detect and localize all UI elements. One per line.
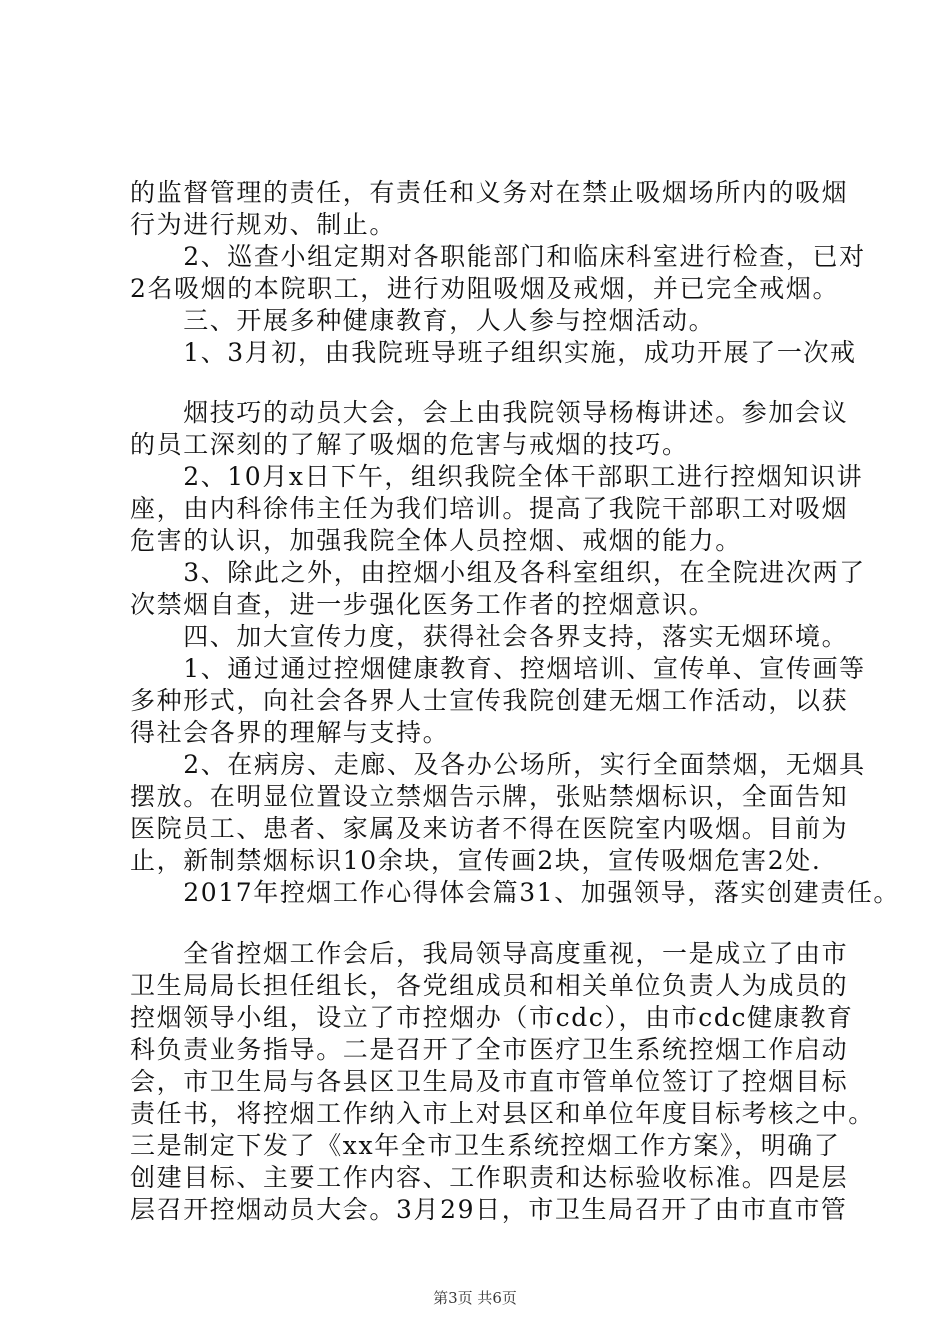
text-line: 2、巡查小组定期对各职能部门和临床科室进行检查，已对 bbox=[130, 242, 866, 271]
text-line: 医院员工、患者、家属及来访者不得在医院室内吸烟。目前为 bbox=[130, 814, 849, 843]
text-line: 的员工深刻的了解了吸烟的危害与戒烟的技巧。 bbox=[130, 430, 689, 459]
text-line: 责任书，将控烟工作纳入市上对县区和单位年度目标考核之中。 bbox=[130, 1099, 875, 1128]
text-line: 危害的认识，加强我院全体人员控烟、戒烟的能力。 bbox=[130, 526, 742, 555]
text-line: 摆放。在明显位置设立禁烟告示牌，张贴禁烟标识，全面告知 bbox=[130, 782, 849, 811]
text-line: 2、在病房、走廊、及各办公场所，实行全面禁烟，无烟具 bbox=[130, 750, 866, 779]
text-line: 烟技巧的动员大会，会上由我院领导杨梅讲述。参加会议 bbox=[130, 398, 849, 427]
text-line: 会，市卫生局与各县区卫生局及市直市管单位签订了控烟目标 bbox=[130, 1067, 849, 1096]
text-line: 2017年控烟工作心得体会篇31、加强领导，落实创建责任。 bbox=[130, 878, 901, 907]
text-line: 止，新制禁烟标识10余块，宣传画2块，宣传吸烟危害2处. bbox=[130, 846, 822, 875]
text-line: 层召开控烟动员大会。3月29日，市卫生局召开了由市直市管 bbox=[130, 1195, 848, 1224]
text-line: 卫生局局长担任组长，各党组成员和相关单位负责人为成员的 bbox=[130, 971, 849, 1000]
text-line: 四、加大宣传力度，获得社会各界支持，落实无烟环境。 bbox=[130, 622, 849, 651]
text-line: 全省控烟工作会后，我局领导高度重视，一是成立了由市 bbox=[130, 939, 849, 968]
text-line: 得社会各界的理解与支持。 bbox=[130, 718, 450, 747]
text-line: 1、通过通过控烟健康教育、控烟培训、宣传单、宣传画等 bbox=[130, 654, 866, 683]
text-line: 次禁烟自查，进一步强化医务工作者的控烟意识。 bbox=[130, 590, 716, 619]
page-number-footer: 第3页 共6页 bbox=[433, 1289, 517, 1307]
text-line: 座，由内科徐伟主任为我们培训。提高了我院干部职工对吸烟 bbox=[130, 494, 849, 523]
text-line: 2名吸烟的本院职工，进行劝阻吸烟及戒烟，并已完全戒烟。 bbox=[130, 274, 840, 303]
text-line: 行为进行规劝、制止。 bbox=[130, 210, 397, 239]
text-line: 三、开展多种健康教育，人人参与控烟活动。 bbox=[130, 306, 716, 335]
text-line: 控烟领导小组，设立了市控烟办（市cdc），由市cdc健康教育 bbox=[130, 1003, 854, 1032]
text-line: 创建目标、主要工作内容、工作职责和达标验收标准。四是层 bbox=[130, 1163, 849, 1192]
text-line: 三是制定下发了《xx年全市卫生系统控烟工作方案》，明确了 bbox=[130, 1131, 841, 1160]
text-line: 3、除此之外，由控烟小组及各科室组织，在全院进次两了 bbox=[130, 558, 866, 587]
text-line: 多种形式，向社会各界人士宣传我院创建无烟工作活动，以获 bbox=[130, 686, 849, 715]
text-line: 2、10月x日下午，组织我院全体干部职工进行控烟知识讲 bbox=[130, 462, 864, 491]
text-line: 的监督管理的责任，有责任和义务对在禁止吸烟场所内的吸烟 bbox=[130, 178, 849, 207]
text-line: 科负责业务指导。二是召开了全市医疗卫生系统控烟工作启动 bbox=[130, 1035, 849, 1064]
text-line: 1、3月初，由我院班导班子组织实施，成功开展了一次戒 bbox=[130, 338, 857, 367]
